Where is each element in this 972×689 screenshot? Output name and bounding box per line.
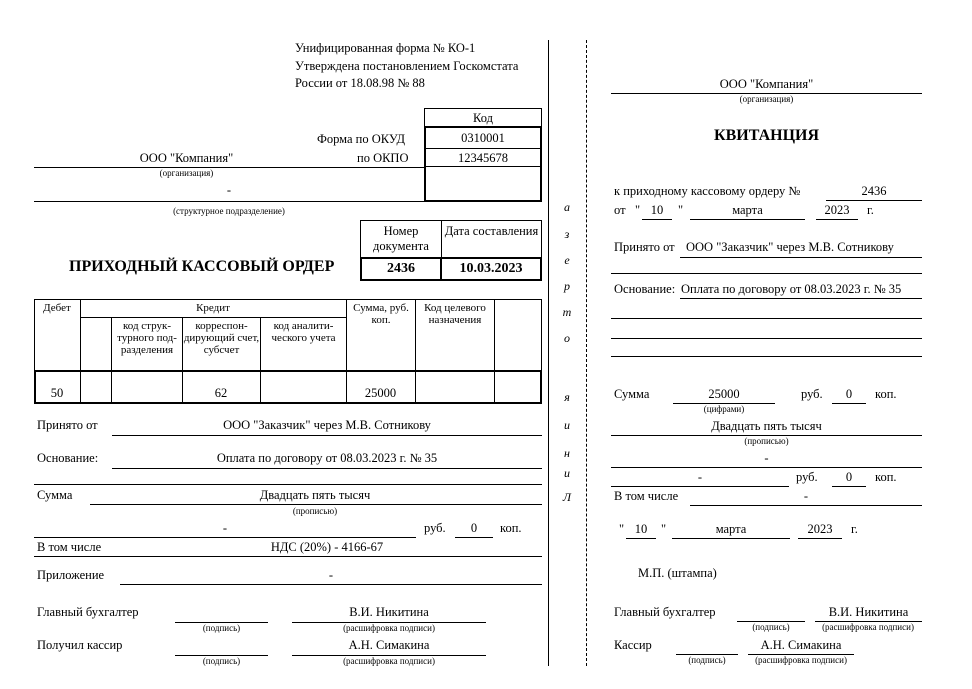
org-name: ООО "Компания" xyxy=(139,151,234,165)
receipt-vtom-label: В том числе xyxy=(614,489,679,503)
doc-date-label: Дата составления xyxy=(441,220,542,258)
doc-number: 2436 xyxy=(360,257,442,281)
col-target: Код целевого назначения xyxy=(424,302,486,326)
okud-value: 0310001 xyxy=(461,131,505,145)
prinyato-label: Принято от xyxy=(37,418,98,432)
table-data-row xyxy=(34,370,542,404)
receipt-org-caption: (организация) xyxy=(739,94,794,104)
prilozhenie-value: - xyxy=(328,568,334,582)
receipt-cashier-label: Кассир xyxy=(614,638,652,652)
quote-open: " xyxy=(635,203,641,217)
col-corr: корреспон-дирующий счет, субсчет xyxy=(183,320,260,356)
summa-value: Двадцать пять тысяч xyxy=(259,488,371,502)
division-caption: (структурное подразделение) xyxy=(173,206,285,216)
cut-letter: е xyxy=(564,253,570,267)
cut-letter: о xyxy=(564,331,570,345)
cashier-name: А.Н. Симакина xyxy=(348,638,430,652)
chief-name: В.И. Никитина xyxy=(349,605,429,619)
receipt-vtom-value: - xyxy=(803,489,809,503)
receipt-propis-value: Двадцать пять тысяч xyxy=(711,419,822,433)
summa-label: Сумма xyxy=(37,488,73,502)
chief-label: Главный бухгалтер xyxy=(37,605,139,619)
prilozhenie-label: Приложение xyxy=(37,568,105,582)
osnovanie-value: Оплата по договору от 08.03.2023 г. № 35 xyxy=(216,451,438,465)
doc-date: 10.03.2023 xyxy=(440,257,542,281)
cut-letter: а xyxy=(564,200,570,214)
receipt-rub-label-2: руб. xyxy=(796,470,818,484)
receipt-title: КВИТАНЦИЯ xyxy=(713,127,820,144)
col-debet: Дебет xyxy=(43,302,71,314)
org-caption: (организация) xyxy=(159,168,214,178)
cell-corr: 62 xyxy=(214,386,228,400)
receipt-chief-label: Главный бухгалтер xyxy=(614,605,716,619)
propisyu-caption: (прописью) xyxy=(292,506,338,516)
okpo-label: по ОКПО xyxy=(357,151,409,165)
receipt-day: 10 xyxy=(650,203,664,217)
cashier-label: Получил кассир xyxy=(37,638,123,652)
quote-close-2: " xyxy=(661,522,667,536)
receipt-dash1: - xyxy=(764,451,769,465)
cut-letter: и xyxy=(564,466,570,480)
cut-letter: Л xyxy=(562,490,572,504)
cut-letter: и xyxy=(564,418,570,432)
col-kredit: Кредит xyxy=(196,302,230,314)
receipt-month-2: марта xyxy=(715,522,747,536)
receipt-dash2: - xyxy=(697,470,703,484)
quote-close: " xyxy=(678,203,684,217)
form-line-1: Унифицированная форма № КО-1 xyxy=(295,41,476,55)
receipt-chief-rasshifrovka: (расшифровка подписи) xyxy=(822,622,914,632)
kod-header: Код xyxy=(424,108,542,127)
cashier-rasshifrovka: (расшифровка подписи) xyxy=(343,656,435,666)
receipt-prinyato-label: Принято от xyxy=(614,240,675,254)
chief-podpis: (подпись) xyxy=(202,623,241,633)
vtom-label: В том числе xyxy=(37,540,102,554)
cut-letter: з xyxy=(564,227,570,241)
cashier-podpis: (подпись) xyxy=(202,656,241,666)
org-division: - xyxy=(226,183,232,197)
doc-number-label: Номер документа xyxy=(360,220,442,258)
cut-letter: я xyxy=(564,390,570,404)
mp-label: М.П. (штампа) xyxy=(638,566,717,580)
receipt-summa-value: 25000 xyxy=(708,387,740,401)
kop-value: 0 xyxy=(470,521,478,535)
receipt-order-number: 2436 xyxy=(861,184,887,198)
okpo-value: 12345678 xyxy=(458,151,508,165)
receipt-k-order-label: к приходному кассовому ордеру № xyxy=(614,184,801,198)
receipt-day-2: 10 xyxy=(634,522,648,536)
prinyato-value: ООО "Заказчик" через М.В. Сотникову xyxy=(223,418,431,432)
receipt-kop-label-2: коп. xyxy=(875,470,897,484)
receipt-ot-label: от xyxy=(614,203,626,217)
osnovanie-label: Основание: xyxy=(37,451,99,465)
receipt-rub-label: руб. xyxy=(801,387,823,401)
quote-open-2: " xyxy=(619,522,625,536)
chief-rasshifrovka: (расшифровка подписи) xyxy=(343,623,435,633)
receipt-summa-label: Сумма xyxy=(614,387,650,401)
receipt-kop-value: 0 xyxy=(845,387,853,401)
rub-label: руб. xyxy=(424,521,446,535)
cell-sum: 25000 xyxy=(364,386,397,400)
receipt-kop-label: коп. xyxy=(875,387,897,401)
form-line-2: Утверждена постановлением Госкомстата xyxy=(295,59,519,73)
summa-dash: - xyxy=(222,521,228,535)
receipt-kop2-value: 0 xyxy=(845,470,853,484)
ciframi-caption: (цифрами) xyxy=(703,404,745,414)
col-sum: Сумма, руб. коп. xyxy=(353,302,409,326)
receipt-prinyato-value: ООО "Заказчик" через М.В. Сотникову xyxy=(686,240,894,254)
receipt-month: марта xyxy=(732,203,763,217)
col-struct: код струк-турного под-разделения xyxy=(117,320,177,356)
year-suffix: г. xyxy=(867,203,874,217)
receipt-chief-name: В.И. Никитина xyxy=(828,605,909,619)
receipt-org-name: ООО "Компания" xyxy=(719,77,814,91)
left-border-line xyxy=(548,40,549,666)
receipt-propis-caption: (прописью) xyxy=(744,436,789,446)
receipt-cashier-podpis: (подпись) xyxy=(688,655,726,665)
vtom-value: НДС (20%) - 4166-67 xyxy=(270,540,384,554)
receipt-cashier-rasshifrovka: (расшифровка подписи) xyxy=(755,655,847,665)
cell-debet: 50 xyxy=(50,386,64,400)
receipt-osnovanie-label: Основание: xyxy=(614,282,676,296)
cut-line xyxy=(586,40,587,666)
okud-label: Форма по ОКУД xyxy=(317,132,405,146)
receipt-year-2: 2023 xyxy=(807,522,833,536)
receipt-cashier-name: А.Н. Симакина xyxy=(760,638,842,652)
cut-letter: т xyxy=(562,305,572,319)
year-suffix-2: г. xyxy=(851,522,858,536)
receipt-osnovanie-value: Оплата по договору от 08.03.2023 г. № 35 xyxy=(681,282,902,296)
receipt-year: 2023 xyxy=(824,203,850,217)
order-title: ПРИХОДНЫЙ КАССОВЫЙ ОРДЕР xyxy=(69,258,335,275)
kop-label: коп. xyxy=(500,521,522,535)
receipt-chief-podpis: (подпись) xyxy=(752,622,790,632)
cut-letter: р xyxy=(564,279,570,293)
form-line-3: России от 18.08.98 № 88 xyxy=(295,76,425,90)
col-analit: код аналити-ческого учета xyxy=(271,320,336,344)
cut-letter: н xyxy=(564,446,570,460)
